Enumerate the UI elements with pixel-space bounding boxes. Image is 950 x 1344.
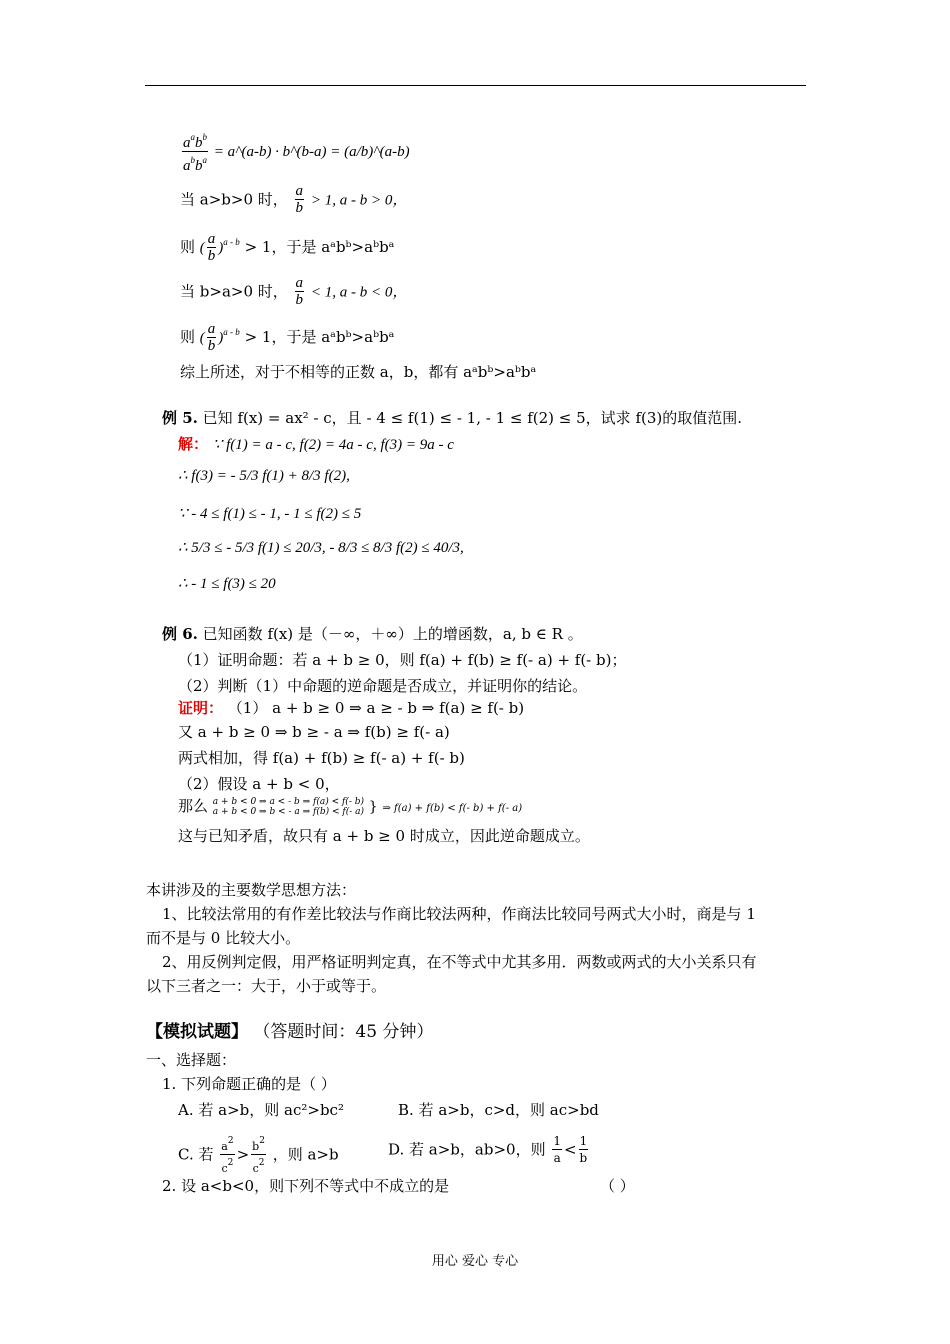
page-footer: 用心 爱心 专心 — [431, 1254, 519, 1269]
q2-stem: 2. 设 a<b<0，则下列不等式中不成立的是 — [162, 1177, 450, 1195]
example6-text: 已知函数 f(x) 是（－∞，＋∞）上的增函数，a, b ∈ R 。 — [202, 625, 583, 643]
case1-prefix: 当 a>b>0 时， — [180, 190, 288, 209]
example6-proof-6: 这与已知矛盾，故只有 a + b ≥ 0 时成立，因此逆命题成立。 — [178, 827, 590, 845]
header-rule — [145, 85, 806, 86]
example6-part2: （2）判断（1）中命题的逆命题是否成立，并证明你的结论。 — [178, 677, 588, 695]
methods-heading: 本讲涉及的主要数学思想方法： — [146, 881, 357, 899]
quiz-title-line — [146, 1022, 433, 1042]
example5-solution-4: ∴ 5/3 ≤ - 5/3 f(1) ≤ 20/3, - 8/3 ≤ 8/3 f(2) ≤ 40/3, — [178, 540, 464, 556]
proof-system-row-2: a + b < 0 ⇒ b < - a ⇒ f(b) < f(- a) — [212, 807, 364, 817]
case2-prefix: 当 b>a>0 时， — [180, 282, 288, 301]
quiz-section: 一、选择题： — [146, 1051, 237, 1069]
example6-part1: （1）证明命题：若 a + b ≥ 0，则 f(a) + f(b) ≥ f(- a) + f(- b)； — [178, 651, 627, 669]
proof-system — [213, 797, 364, 817]
case1-then-cond: > 1，于是 aᵃbᵇ>aᵇbᵃ — [244, 238, 395, 256]
methods-item1-line2: 而不是与 0 比较大小。 — [146, 929, 301, 947]
quotient-line: $a^ab^b$ $a^bb^a$ = a^(a-b) · b^(b-a) = (a/b)^(a-b) — [183, 132, 410, 174]
example5-statement — [162, 408, 742, 428]
q1-stem: 1. 下列命题正确的是（ ） — [162, 1075, 336, 1093]
case1-then-line: 则 ( $\frac{a}{b}$ )$^{a - b}$ > 1，于是 aᵃbᵇ>aᵇbᵃ — [180, 231, 395, 265]
q1-option-d: D. 若 a>b，ab>0，则 $\frac{1}{a}$ < $\frac{1}{b}$ — [388, 1134, 588, 1165]
case2-then-line: 则 ( $\frac{a}{b}$ )$^{a - b}$ > 1，于是 aᵃbᵇ>aᵇbᵃ — [180, 321, 395, 355]
proof-system-row-1: a + b < 0 ⇒ a < - b ⇒ f(a) < f(- b) — [212, 797, 364, 807]
q1-option-b: B. 若 a>b，c>d，则 ac>bd — [398, 1101, 599, 1119]
example6-proof-4: （2）假设 a + b < 0， — [178, 775, 340, 793]
example5-solution-1 — [178, 434, 454, 455]
q1-c-prefix: C. 若 — [178, 1145, 214, 1164]
proof-label: 证明： — [178, 699, 224, 717]
example6-label: 例 6. — [162, 625, 198, 643]
example6-proof-3: 两式相加，得 f(a) + f(b) ≥ f(- a) + f(- b) — [178, 749, 465, 767]
example6-proof-1 — [178, 698, 524, 718]
case2-line: 当 b>a>0 时， $\frac{a}{b}$ < 1, a - b < 0， — [180, 275, 408, 308]
summary-line: 综上所述，对于不相等的正数 a，b，都有 aᵃbᵇ>aᵇbᵃ — [180, 363, 537, 381]
case1-then-prefix: 则 — [180, 238, 196, 256]
proof-line-5-prefix: 那么 — [178, 797, 209, 815]
case2-then-prefix: 则 — [180, 328, 196, 346]
q1-option-c: C. 若 $\frac{a^2}{c^2}$ > $\frac{b^2}{c^2}$ ，则 a>b — [178, 1136, 339, 1175]
methods-item1-line1: 1、比较法常用的有作差比较法与作商比较法两种，作商法比较同号两式大小时，商是与 1 — [162, 905, 756, 923]
case1-cond: > 1, a - b > 0， — [310, 192, 408, 209]
methods-item2-line2: 以下三者之一：大于，小于或等于。 — [146, 977, 387, 995]
example5-solution-5: ∴ - 1 ≤ f(3) ≤ 20 — [178, 576, 276, 592]
example5-solution-3: ∵ - 4 ≤ f(1) ≤ - 1, - 1 ≤ f(2) ≤ 5 — [178, 506, 362, 522]
quiz-time-note: （答题时间：45 分钟） — [253, 1022, 434, 1042]
q1-option-a: A. 若 a>b，则 ac²>bc² — [178, 1101, 344, 1119]
methods-item2-line1: 2、用反例判定假，用严格证明判定真，在不等式中尤其多用．两数或两式的大小关系只有 — [162, 953, 757, 971]
example5-text: 已知 f(x) = ax² - c，且 - 4 ≤ f(1) ≤ - 1, - 1 ≤ f(2) ≤ 5，试求 f(3)的取值范围. — [202, 409, 743, 427]
example6-statement — [162, 624, 583, 644]
example5-solution-2: ∴ f(3) = - 5/3 f(1) + 8/3 f(2), — [178, 468, 350, 484]
example5-label: 例 5. — [162, 409, 198, 427]
proof-system-result: ⇒ f(a) + f(b) < f(- b) + f(- a) — [382, 803, 523, 814]
example6-proof-2: 又 a + b ≥ 0 ⇒ b ≥ - a ⇒ f(b) ≥ f(- a) — [178, 723, 450, 741]
quiz-title: 【模拟试题】 — [146, 1022, 248, 1042]
q1-d-prefix: D. 若 a>b，ab>0，则 — [388, 1140, 546, 1159]
case2-then-cond: > 1，于是 aᵃbᵇ>aᵇbᵃ — [244, 328, 395, 346]
example6-proof-5: 那么 a + b < 0 ⇒ a < - b ⇒ f(a) < f(- b) a + b < 0 ⇒ b < - a ⇒ f(b) < f(- a) } ⇒ f(a) + f(b) < f(- b) + f(- a) — [178, 797, 523, 817]
case2-cond: < 1, a - b < 0， — [310, 284, 408, 301]
q1-c-suffix: ，则 a>b — [272, 1145, 339, 1164]
case1-line: 当 a>b>0 时， $\frac{a}{b}$ > 1, a - b > 0， — [180, 183, 408, 216]
proof-line-1: （1） a + b ≥ 0 ⇒ a ≥ - b ⇒ f(a) ≥ f(- b) — [227, 699, 525, 717]
q2-answer-blank: （ ） — [600, 1177, 635, 1195]
solution-label: 解： — [178, 435, 209, 453]
quotient-equation: = a^(a-b) · b^(b-a) = (a/b)^(a-b) — [213, 143, 410, 160]
solution-line-1: ∵ f(1) = a - c, f(2) = 4a - c, f(3) = 9a - c — [212, 437, 454, 453]
